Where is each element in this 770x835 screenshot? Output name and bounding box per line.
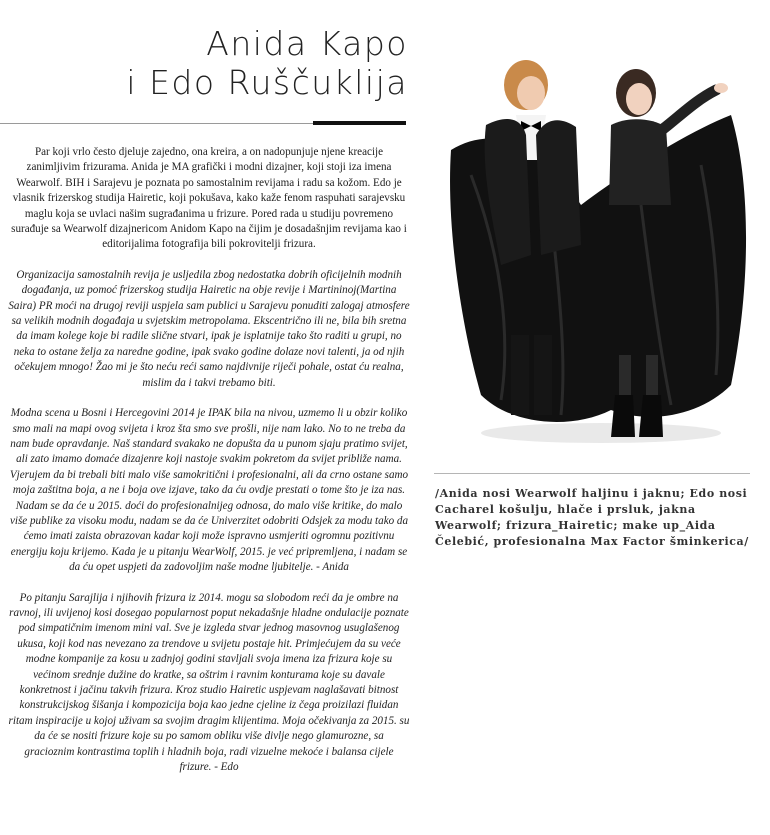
title-accent-bar <box>313 121 406 125</box>
intro-paragraph: Par koji vrlo često djeluje zajedno, ona kreira, a on nadopunjuje njene kreacije zanimljivim frizurama. Anida je MA grafički i modni dizajner, koji stoji iza imena Wearwolf. BIH i Sarajevu je poznata po samostalnim revijama i radu sa kožom. Edo je vlasnik frizerskog studija Hairetic, koji pokušava, kako kaže fenom raspuhati sarajevsku maglu koja se uvlaci našim sugrađanima u frizure. Pored rada u studiju povremeno surađuje sa Wearwolf dizajnericom Anidom Kapo na čijim je dosadašnjim revijama kao i editorijalima fotografija bili pokrovitelji frizura. <box>11 146 407 251</box>
anida-paragraph-2: Modna scena u Bosni i Hercegovini 2014 je IPAK bila na nivou, uzmemo li u obzir koliko smo mali na mapi ovog svijeta i kroz šta smo sve prošli, nije nam lako. No to ne treba da nam bude opravdanje. Naš standard svakako ne dopušta da u punom sjaju pratimo svijet, ali zato imamo domaće dizajenre koji nastoje svakim pokretom da svijet približe nama. Vjerujem da bi trebali biti malo više samokritični i profesionalni, ali da crno ostane samo moja zaštitna boja, a ne i boja ove izjave, tako da ću ovdje prestati o tome što je iza nas. Nadam se da će u 2015. doći do profesionalnijeg odnosa, do malo više kritike, do malo više publike za visoku modu, nadam se da će Univerzitet odobriti Odsjek za modu tako da ćemo imati zaista obrazovan kadar koji može ispravno usmjeriti ogromnu pozitivnu energiju koju krijemo. Kada je u pitanju WearWolf, 2015. je već pripremljena, i nadam se da ću opet uspjeti da zadovoljim naše modne ljubitelje. - Anida <box>9 407 409 574</box>
title-line-1: Anida Kapo <box>206 24 408 63</box>
anida-paragraph-1: Organizacija samostalnih revija je usljedila zbog nedostatka dobrih oficijelnih modnih događanja, uz pomoć frizerskog studija Hairetic na obje revije i Martininoj(Martina Saira) PR moći na drugoj reviji uspjela sam publici u Sarajevu ponuditi zalogaj atmosfere sa velikih modnih događaja u svjetskim metropolama. Ekscentrično ili ne, bila bih sretna da imam kolege koje bi radile slične stvari, ipak je isplatnije tako što raditi u grupi, no neka to ostane želja za naredne godine, ipak svako godine dolaze novi talenti, ja od njih očekujem mnogo! Žao mi je što neću reći samo najdivnije riječi pohale, ostat ću realna, mislim da i takvi trebamo biti. <box>8 268 410 389</box>
photo-caption: /Anida nosi Wearwolf haljinu i jaknu; Edo nosi Cacharel košulju, hlače i prsluk, jakna Wearwolf; frizura_Hairetic; make up_Aida Čelebić, profesionalna Max Factor šminkerica/ <box>435 487 749 548</box>
title-line-2: i Edo Ruščuklija <box>126 63 408 102</box>
couple-photo <box>431 55 761 457</box>
couple-photo-illustration <box>431 55 761 457</box>
caption-divider <box>434 473 750 474</box>
edo-paragraph: Po pitanju Sarajlija i njihovih frizura iz 2014. mogu sa slobodom reći da je ombre na ravnoj, ili uvijenoj kosi dosegao popularnost poput nekadašnje hladne ondulacije poznate pod simpatičnim imenom mini val. Sve je izgleda stvar jednog masovnog usuglašenog ukusa, koji kod nas nevezano za trendove u svijetu postaje hit. Primjećujem da su veće modne kompanije za kosu u zadnjoj godini stavljali svoja imena iza frizura koje su većinom srednje dužine do kratke, sa oštrim i ravnim konturama koje su davale konkretnost i jačinu takvih frizura. Kroz studio Hairetic uspjevam naglašavati bitnost konstrukcijskog šišanja i kompozicija boja kao jedne cjeline iz čega proizilazi fluidan ritam inspiracije u kojoj uživam sa svojim dragim klijentima. Moja očekivanja za 2015. su da će se nositi frizure koje su po samom obliku više divlje nego glamurozne, sa gracioznim kontrastima toplih i hladnih boja, radi vizuelne mekoće i balansa cijele frizure. - Edo <box>8 591 410 774</box>
article-body <box>8 145 410 790</box>
page-title <box>126 24 408 102</box>
